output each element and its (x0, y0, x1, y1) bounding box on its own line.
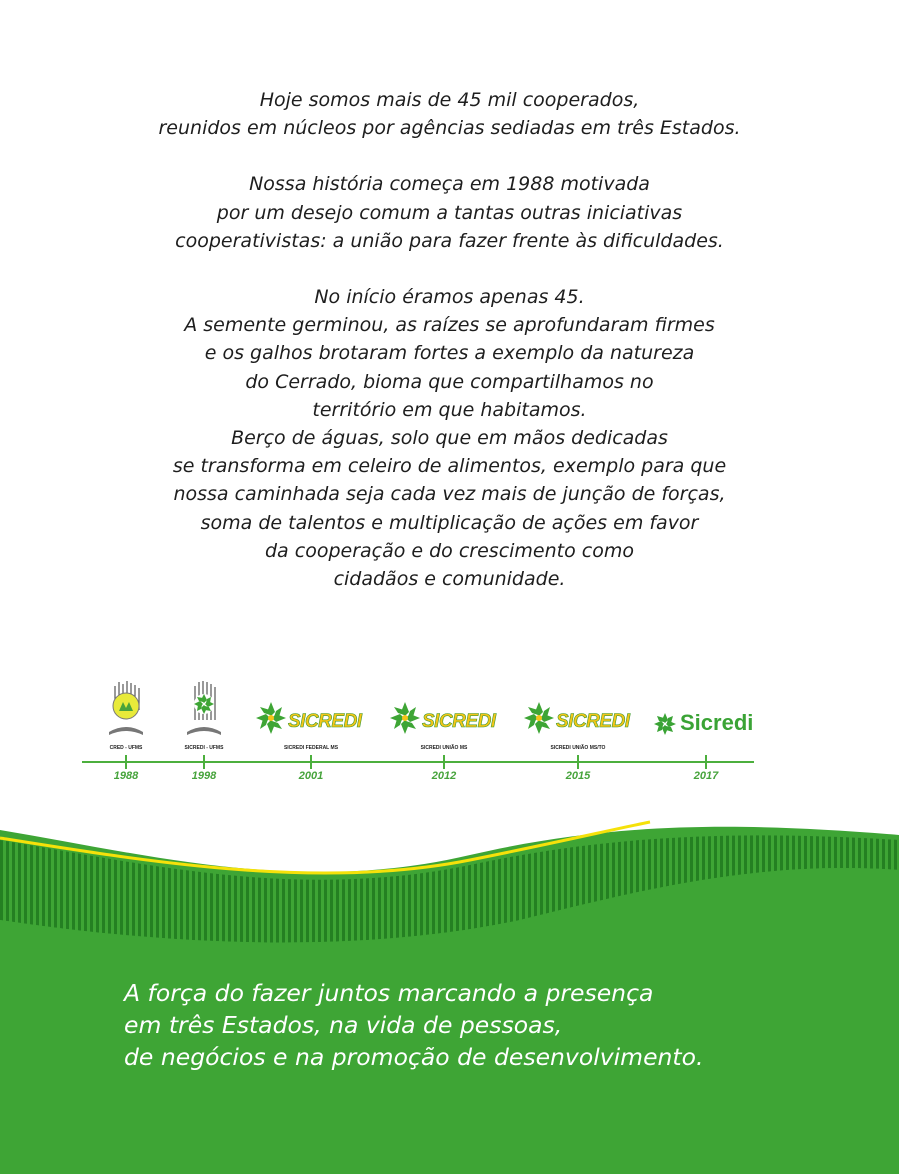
text-line: cidadãos e comunidade. (333, 568, 566, 591)
sicredi-wordmark: Sicredi (680, 710, 754, 735)
timeline-caption: SICREDI FEDERAL MS (283, 745, 339, 751)
timeline-tick (577, 755, 579, 769)
text-line: território em que habitamos. (312, 398, 587, 421)
text-line: da cooperação e do crescimento como (265, 539, 634, 562)
timeline-caption: SICREDI UNIÃO MS (420, 745, 468, 751)
text-line: No início éramos apenas 45. (314, 286, 585, 309)
intro-paragraph-3 (0, 283, 899, 593)
sicredi-classic-logo-icon (388, 700, 422, 740)
intro-paragraph-1 (0, 86, 899, 142)
sicredi-classic-logo-icon (522, 700, 556, 740)
intro-text (0, 86, 899, 621)
text-line: e os galhos brotaram fortes a exemplo da natureza (204, 342, 695, 365)
sicredi-classic-logo-icon (254, 700, 288, 740)
timeline-tick (705, 755, 707, 769)
timeline-year: 2017 (693, 770, 719, 782)
slogan-line: A força do fazer juntos marcando a presença (124, 979, 654, 1007)
timeline-year: 1988 (113, 770, 139, 782)
text-line: reunidos em núcleos por agências sediadas em três Estados. (158, 117, 741, 140)
timeline-tick (443, 755, 445, 769)
slogan-line: de negócios e na promoção de desenvolvimento. (124, 1043, 704, 1071)
history-timeline (0, 670, 899, 800)
text-line: por um desejo comum a tantas outras iniciativas (216, 201, 683, 224)
timeline-tick (203, 755, 205, 769)
text-line: Hoje somos mais de 45 mil cooperados, (259, 89, 640, 111)
timeline-tick (310, 755, 312, 769)
slogan-line: em três Estados, na vida de pessoas, (124, 1011, 563, 1039)
timeline-caption: SICREDI UNIÃO MS/TO (550, 745, 606, 751)
text-line: nossa caminhada seja cada vez mais de junção de forças, (173, 483, 726, 506)
text-line: soma de talentos e multiplicação de ações em favor (200, 511, 699, 534)
timeline-caption: CRED - UFMS (109, 745, 143, 751)
timeline-year: 1998 (191, 770, 217, 782)
intro-paragraph-2 (0, 170, 899, 255)
sicredi-ufms-logo-icon (184, 680, 224, 742)
text-line: A semente germinou, as raízes se aprofundaram firmes (184, 314, 715, 337)
sicredi-wordmark: SICREDI (288, 711, 362, 732)
timeline-year: 2001 (298, 770, 324, 782)
timeline-tick (125, 755, 127, 769)
timeline-caption: SICREDI - UFMS (184, 745, 224, 751)
text-line: cooperativistas: a união para fazer frente às dificuldades. (175, 229, 724, 252)
timeline-year: 2015 (565, 770, 591, 782)
text-line: Berço de águas, solo que em mãos dedicadas (231, 427, 668, 450)
text-line: Nossa história começa em 1988 motivada (249, 173, 650, 196)
timeline-axis (82, 761, 754, 763)
cred-ufms-logo-icon (106, 680, 146, 742)
text-line: se transforma em celeiro de alimentos, exemplo para que (172, 455, 727, 478)
sicredi-wordmark: SICREDI (556, 711, 630, 732)
sicredi-current-logo-icon (653, 712, 677, 736)
text-line: do Cerrado, bioma que compartilhamos no (245, 370, 654, 393)
sicredi-wordmark: SICREDI (422, 711, 496, 732)
slogan-text (124, 977, 704, 1073)
timeline-year: 2012 (431, 770, 457, 782)
